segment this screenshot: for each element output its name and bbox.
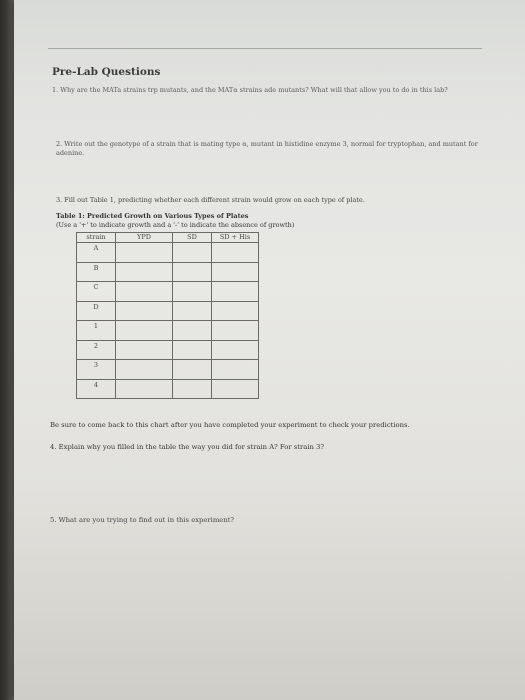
header-sd: SD: [173, 233, 212, 243]
header-strain: strain: [77, 233, 116, 243]
header-rule: [48, 48, 482, 49]
strain-cell: B: [77, 262, 116, 282]
strain-cell: 4: [77, 379, 116, 399]
sd-his-cell[interactable]: [212, 321, 259, 341]
sd-his-cell[interactable]: [212, 301, 259, 321]
sd-his-cell[interactable]: [212, 340, 259, 360]
ypd-cell[interactable]: [116, 243, 173, 263]
ypd-cell[interactable]: [116, 262, 173, 282]
ypd-cell[interactable]: [116, 360, 173, 380]
strain-cell: 3: [77, 360, 116, 380]
ypd-cell[interactable]: [116, 282, 173, 302]
ypd-cell[interactable]: [116, 379, 173, 399]
sd-cell[interactable]: [173, 282, 212, 302]
sd-his-cell[interactable]: [212, 379, 259, 399]
question-2: 2. Write out the genotype of a strain that is mating type α, mutant in histidine enzyme 3, normal for tryptophan, and mutant for adenine.: [56, 140, 478, 157]
table-row: [77, 282, 259, 302]
header-ypd: YPD: [116, 233, 173, 243]
question-4: 4. Explain why you filled in the table the way you did for strain A? For strain 3?: [50, 443, 324, 451]
table-row: [77, 340, 259, 360]
table-caption: [56, 212, 294, 229]
sd-his-cell[interactable]: [212, 360, 259, 380]
sd-cell[interactable]: [173, 262, 212, 282]
sd-his-cell[interactable]: [212, 243, 259, 263]
sd-his-cell[interactable]: [212, 282, 259, 302]
table-row: [77, 301, 259, 321]
sd-cell[interactable]: [173, 243, 212, 263]
table-row: [77, 243, 259, 263]
sd-cell[interactable]: [173, 321, 212, 341]
table-row: [77, 321, 259, 341]
page-title: Pre-Lab Questions: [52, 66, 161, 78]
worksheet-page: [14, 0, 525, 700]
question-3: 3. Fill out Table 1, predicting whether each different strain would grow on each type of plate.: [56, 196, 365, 204]
header-sd-his: SD + His: [212, 233, 259, 243]
table-row: [77, 379, 259, 399]
sd-cell[interactable]: [173, 360, 212, 380]
sd-cell[interactable]: [173, 340, 212, 360]
instruction-text: Be sure to come back to this chart after you have completed your experiment to check your predictions.: [50, 421, 410, 429]
question-5: 5. What are you trying to find out in this experiment?: [50, 516, 235, 524]
strain-cell: A: [77, 243, 116, 263]
strain-cell: 1: [77, 321, 116, 341]
growth-table: [76, 232, 259, 399]
table-row: [77, 360, 259, 380]
ypd-cell[interactable]: [116, 301, 173, 321]
sd-cell[interactable]: [173, 301, 212, 321]
strain-cell: 2: [77, 340, 116, 360]
question-1: 1. Why are the MATa strains trp mutants, and the MATα strains ade mutants? What will that allow you to do in this lab?: [52, 86, 448, 94]
sd-cell[interactable]: [173, 379, 212, 399]
strain-cell: D: [77, 301, 116, 321]
ypd-cell[interactable]: [116, 340, 173, 360]
table-caption-title: Table 1: Predicted Growth on Various Types of Plates: [56, 212, 249, 220]
strain-cell: C: [77, 282, 116, 302]
ypd-cell[interactable]: [116, 321, 173, 341]
table-row: [77, 262, 259, 282]
sd-his-cell[interactable]: [212, 262, 259, 282]
table-caption-note: (Use a '+' to indicate growth and a '-' to indicate the absence of growth): [56, 220, 295, 229]
table-header-row: [77, 233, 259, 243]
